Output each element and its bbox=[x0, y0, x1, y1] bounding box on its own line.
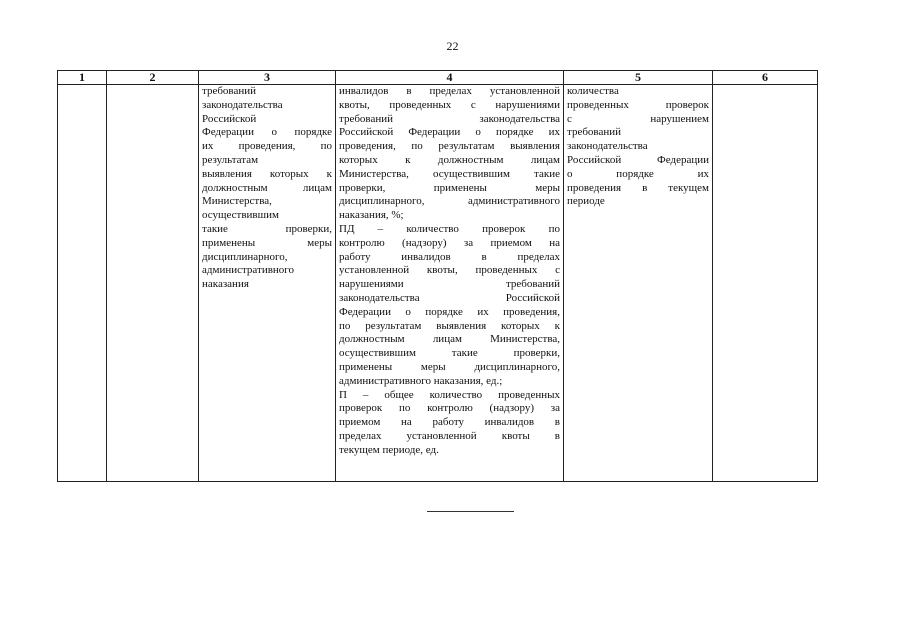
cell-text-line: квоты, проведенных с нарушениями bbox=[339, 98, 560, 111]
cell-text-line: законодательства Российской bbox=[339, 291, 560, 304]
cell-text-line: проведенных проверок bbox=[567, 98, 709, 111]
column-header-5: 5 bbox=[564, 71, 713, 85]
cell-text-line: которых к должностным лицам bbox=[339, 153, 560, 166]
table-header-row bbox=[58, 71, 818, 85]
footnote-separator bbox=[427, 511, 514, 512]
column-header-1: 1 bbox=[58, 71, 107, 85]
cell-col-6 bbox=[713, 85, 818, 482]
cell-text-line: должностным лицам Министерства, bbox=[339, 333, 560, 346]
cell-col-2 bbox=[107, 85, 199, 482]
cell-col-5 bbox=[564, 85, 713, 482]
cell-text-line: инвалидов в пределах установленной bbox=[339, 85, 560, 97]
cell-text-line: административного наказания, ед.; bbox=[339, 374, 503, 387]
cell-col-4 bbox=[336, 85, 564, 482]
cell-text-line: работу инвалидов в пределах bbox=[339, 250, 560, 263]
cell-text-line: Федерации о порядке bbox=[202, 126, 332, 139]
cell-text-line: законодательства bbox=[567, 140, 648, 153]
cell-text-line: такие проверки, bbox=[202, 222, 332, 235]
cell-text-line: Федерации о порядке их проведения, bbox=[339, 305, 560, 318]
cell-text-line: требований bbox=[567, 126, 622, 139]
cell-text-line: Российской bbox=[202, 112, 257, 125]
cell-text-line: требований законодательства bbox=[339, 112, 560, 125]
cell-text-line: Российской Федерации bbox=[567, 153, 709, 166]
cell-text-line: осуществившим такие проверки, bbox=[339, 347, 560, 360]
cell-text-line: требований bbox=[202, 85, 257, 97]
cell-text-line: наказания bbox=[202, 278, 249, 291]
cell-text-line: Российской Федерации о порядке их bbox=[339, 126, 560, 139]
cell-text-line: должностным лицам bbox=[202, 181, 332, 194]
criteria-table bbox=[57, 70, 818, 482]
cell-text-line: нарушениями требований bbox=[339, 278, 560, 291]
cell-text-line: проведения в текущем bbox=[567, 181, 709, 194]
column-header-6: 6 bbox=[713, 71, 818, 85]
cell-text-line: административного bbox=[202, 264, 295, 277]
cell-text-line: их проведения, по bbox=[202, 140, 332, 153]
cell-text-line: осуществившим bbox=[202, 209, 279, 222]
column-header-4: 4 bbox=[336, 71, 564, 85]
page-number: 22 bbox=[446, 39, 459, 53]
cell-text-line: контролю (надзору) за приемом на bbox=[339, 236, 560, 249]
cell-text-line: пределах установленной квоты в bbox=[339, 429, 560, 442]
cell-text-line: по результатам выявления которых к bbox=[339, 319, 560, 332]
cell-col-3 bbox=[199, 85, 336, 482]
cell-col-1 bbox=[58, 85, 107, 482]
cell-text-line: законодательства bbox=[202, 98, 283, 111]
cell-text-line: Министерства, осуществившим такие bbox=[339, 167, 560, 180]
cell-text-line: выявления которых к bbox=[202, 167, 332, 180]
cell-text-line: дисциплинарного, административного bbox=[339, 195, 560, 208]
cell-text-line: наказания, %; bbox=[339, 209, 404, 222]
cell-text-line: дисциплинарного, bbox=[202, 250, 288, 263]
cell-text-line: результатам bbox=[202, 153, 259, 166]
cell-text-line: проверок по контролю (надзору) за bbox=[339, 402, 560, 415]
cell-text-line: о порядке их bbox=[567, 167, 709, 180]
cell-text-line: приемом на работу инвалидов в bbox=[339, 416, 560, 429]
cell-text-line: установленной квоты, проведенных с bbox=[339, 264, 560, 277]
cell-text-line: применены меры дисциплинарного, bbox=[339, 360, 560, 373]
column-header-2: 2 bbox=[107, 71, 199, 85]
cell-text-line: количества bbox=[567, 85, 619, 97]
cell-text-line: проведения, по результатам выявления bbox=[339, 140, 560, 153]
cell-text-line: текущем периоде, ед. bbox=[339, 443, 439, 456]
table-row bbox=[58, 85, 818, 482]
cell-text-line: П – общее количество проведенных bbox=[339, 388, 560, 401]
cell-text-line: ПД – количество проверок по bbox=[339, 222, 560, 235]
cell-text-line: Министерства, bbox=[202, 195, 272, 208]
column-header-3: 3 bbox=[199, 71, 336, 85]
cell-text-line: применены меры bbox=[202, 236, 332, 249]
cell-text-line: проверки, применены меры bbox=[339, 181, 560, 194]
cell-text-line: с нарушением bbox=[567, 112, 709, 125]
cell-text-line: периоде bbox=[567, 195, 605, 208]
